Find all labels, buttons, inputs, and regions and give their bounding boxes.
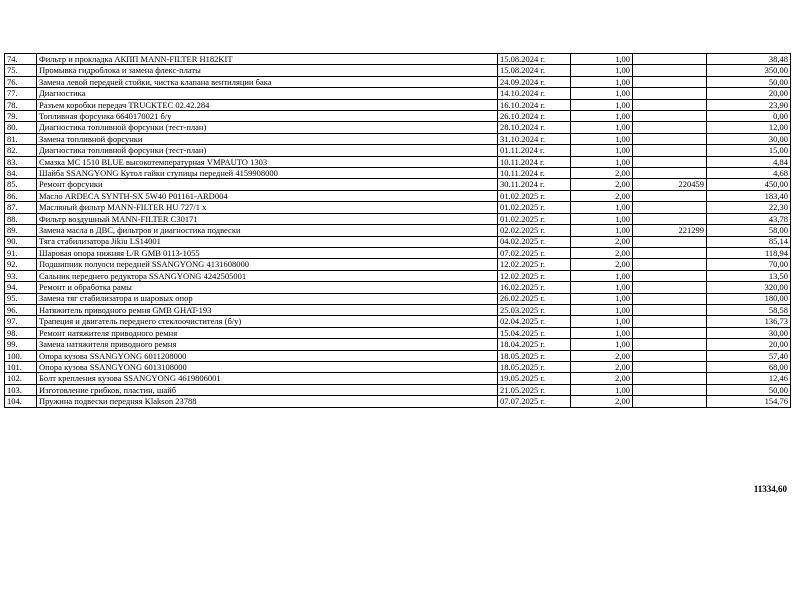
item-amount: 85,14 (707, 236, 791, 247)
item-date: 16.02.2025 г. (498, 282, 571, 293)
table-row (5, 361, 791, 372)
item-description: Диагностика топливной форсунки (тест-план) (37, 145, 498, 156)
row-number: 90. (5, 236, 37, 247)
item-amount: 70,00 (707, 259, 791, 270)
row-number: 75. (5, 65, 37, 76)
item-reference (633, 145, 707, 156)
row-number: 104. (5, 396, 37, 407)
item-amount: 350,00 (707, 65, 791, 76)
item-quantity: 1,00 (571, 293, 633, 304)
item-date: 12.02.2025 г. (498, 270, 571, 281)
item-amount: 136,73 (707, 316, 791, 327)
item-reference (633, 396, 707, 407)
item-reference: 220459 (633, 179, 707, 190)
item-amount: 20,00 (707, 88, 791, 99)
item-quantity: 1,00 (571, 213, 633, 224)
item-date: 26.02.2025 г. (498, 293, 571, 304)
item-description: Фильтр воздушный MANN-FILTER C30171 (37, 213, 498, 224)
item-description: Ремонт и обработка рамы (37, 282, 498, 293)
row-number: 84. (5, 168, 37, 179)
item-quantity: 1,00 (571, 54, 633, 65)
table-row (5, 54, 791, 65)
item-date: 19.05.2025 г. (498, 373, 571, 384)
table-row (5, 213, 791, 224)
item-reference (633, 156, 707, 167)
item-quantity: 1,00 (571, 122, 633, 133)
item-quantity: 1,00 (571, 225, 633, 236)
item-description: Сальник переднего редуктора SSANGYONG 4242505001 (37, 270, 498, 281)
item-quantity: 1,00 (571, 88, 633, 99)
item-reference (633, 304, 707, 315)
item-amount: 30,00 (707, 133, 791, 144)
item-description: Ремонт форсунки (37, 179, 498, 190)
item-description: Масляный фильтр MANN-FILTER HU 727/1 x (37, 202, 498, 213)
item-quantity: 2,00 (571, 179, 633, 190)
row-number: 81. (5, 133, 37, 144)
item-date: 04.02.2025 г. (498, 236, 571, 247)
item-quantity: 1,00 (571, 111, 633, 122)
item-reference (633, 350, 707, 361)
table-row (5, 247, 791, 258)
item-amount: 68,00 (707, 361, 791, 372)
item-quantity: 1,00 (571, 65, 633, 76)
item-reference (633, 168, 707, 179)
item-date: 02.04.2025 г. (498, 316, 571, 327)
item-description: Разъем коробки передач TRUCKTEC 02.42.284 (37, 99, 498, 110)
item-reference (633, 213, 707, 224)
item-description: Замена левой передней стойки, чистка клапана вентиляции бака (37, 76, 498, 87)
item-amount: 0,00 (707, 111, 791, 122)
item-quantity: 1,00 (571, 384, 633, 395)
item-date: 18.05.2025 г. (498, 361, 571, 372)
item-date: 15.08.2024 г. (498, 54, 571, 65)
item-amount: 50,00 (707, 76, 791, 87)
row-number: 92. (5, 259, 37, 270)
item-description: Болт крепления кузова SSANGYONG 4619806001 (37, 373, 498, 384)
item-reference (633, 236, 707, 247)
row-number: 100. (5, 350, 37, 361)
item-quantity: 1,00 (571, 316, 633, 327)
table-row (5, 384, 791, 395)
item-quantity: 1,00 (571, 327, 633, 338)
item-date: 26.10.2024 г. (498, 111, 571, 122)
item-reference (633, 293, 707, 304)
item-quantity: 2,00 (571, 247, 633, 258)
row-number: 76. (5, 76, 37, 87)
row-number: 101. (5, 361, 37, 372)
item-date: 30.11.2024 г. (498, 179, 571, 190)
item-description: Топливная форсунка 6640170021 б/у (37, 111, 498, 122)
row-number: 93. (5, 270, 37, 281)
item-date: 25.03.2025 г. (498, 304, 571, 315)
expense-table (4, 53, 791, 408)
table-row (5, 225, 791, 236)
item-quantity: 2,00 (571, 259, 633, 270)
item-amount: 22,30 (707, 202, 791, 213)
item-date: 16.10.2024 г. (498, 99, 571, 110)
table-row (5, 88, 791, 99)
table-row (5, 339, 791, 350)
item-quantity: 2,00 (571, 361, 633, 372)
item-date: 07.02.2025 г. (498, 247, 571, 258)
item-quantity: 1,00 (571, 202, 633, 213)
row-number: 94. (5, 282, 37, 293)
row-number: 85. (5, 179, 37, 190)
row-number: 102. (5, 373, 37, 384)
item-amount: 57,40 (707, 350, 791, 361)
item-description: Пружина подвески передняя Klakson 23788 (37, 396, 498, 407)
table-row (5, 99, 791, 110)
row-number: 77. (5, 88, 37, 99)
item-date: 24.09.2024 г. (498, 76, 571, 87)
item-amount: 38,48 (707, 54, 791, 65)
item-amount: 118,94 (707, 247, 791, 258)
item-date: 07.07.2025 г. (498, 396, 571, 407)
item-date: 28.10.2024 г. (498, 122, 571, 133)
item-description: Натяжитель приводного ремня GMB GHAT-193 (37, 304, 498, 315)
item-description: Изготовление грибков, пластин, шайб (37, 384, 498, 395)
item-reference (633, 282, 707, 293)
table-row (5, 133, 791, 144)
item-description: Трапеция и двигатель переднего стеклоочистителя (б/у) (37, 316, 498, 327)
item-amount: 320,00 (707, 282, 791, 293)
item-quantity: 2,00 (571, 396, 633, 407)
item-description: Диагностика топливной форсунки (тест-план) (37, 122, 498, 133)
item-date: 18.05.2025 г. (498, 350, 571, 361)
item-quantity: 1,00 (571, 282, 633, 293)
item-date: 31.10.2024 г. (498, 133, 571, 144)
row-number: 80. (5, 122, 37, 133)
item-description: Шаровая опора нижняя L/R GMB 0113-1055 (37, 247, 498, 258)
table-row (5, 350, 791, 361)
item-reference (633, 247, 707, 258)
item-quantity: 1,00 (571, 99, 633, 110)
row-number: 91. (5, 247, 37, 258)
item-amount: 20,00 (707, 339, 791, 350)
item-reference (633, 76, 707, 87)
item-quantity: 1,00 (571, 133, 633, 144)
row-number: 96. (5, 304, 37, 315)
item-amount: 12,00 (707, 122, 791, 133)
item-amount: 154,76 (707, 396, 791, 407)
item-amount: 43,78 (707, 213, 791, 224)
item-quantity: 2,00 (571, 168, 633, 179)
item-description: Замена масла в ДВС, фильтров и диагностика подвески (37, 225, 498, 236)
item-reference (633, 259, 707, 270)
item-reference (633, 361, 707, 372)
item-quantity: 1,00 (571, 156, 633, 167)
item-description: Фильтр и прокладка АКПП MANN-FILTER H182KIT (37, 54, 498, 65)
item-amount: 30,00 (707, 327, 791, 338)
item-amount: 58,00 (707, 225, 791, 236)
row-number: 95. (5, 293, 37, 304)
item-amount: 180,00 (707, 293, 791, 304)
item-date: 15.04.2025 г. (498, 327, 571, 338)
item-reference (633, 54, 707, 65)
table-row (5, 236, 791, 247)
item-date: 02.02.2025 г. (498, 225, 571, 236)
item-amount: 15,00 (707, 145, 791, 156)
table-row (5, 65, 791, 76)
table-row (5, 282, 791, 293)
item-description: Промывка гидроблока и замена флекс-платы (37, 65, 498, 76)
item-date: 10.11.2024 г. (498, 168, 571, 179)
item-reference (633, 202, 707, 213)
item-amount: 50,00 (707, 384, 791, 395)
row-number: 103. (5, 384, 37, 395)
item-quantity: 1,00 (571, 339, 633, 350)
item-amount: 58,58 (707, 304, 791, 315)
item-quantity: 2,00 (571, 236, 633, 247)
item-reference (633, 384, 707, 395)
table-row (5, 202, 791, 213)
table-row (5, 373, 791, 384)
item-reference (633, 339, 707, 350)
item-quantity: 2,00 (571, 190, 633, 201)
row-number: 78. (5, 99, 37, 110)
item-description: Опора кузова SSANGYONG 6013108000 (37, 361, 498, 372)
row-number: 89. (5, 225, 37, 236)
table-row (5, 145, 791, 156)
row-number: 88. (5, 213, 37, 224)
item-quantity: 1,00 (571, 304, 633, 315)
row-number: 86. (5, 190, 37, 201)
item-date: 01.02.2025 г. (498, 190, 571, 201)
item-reference (633, 316, 707, 327)
item-quantity: 1,00 (571, 270, 633, 281)
table-row (5, 293, 791, 304)
item-reference (633, 88, 707, 99)
item-amount: 183,40 (707, 190, 791, 201)
row-number: 98. (5, 327, 37, 338)
item-description: Диагностика (37, 88, 498, 99)
table-row (5, 111, 791, 122)
item-description: Опора кузова SSANGYONG 6011208000 (37, 350, 498, 361)
item-reference (633, 111, 707, 122)
item-date: 12.02.2025 г. (498, 259, 571, 270)
item-date: 01.02.2025 г. (498, 213, 571, 224)
item-date: 14.10.2024 г. (498, 88, 571, 99)
item-quantity: 2,00 (571, 350, 633, 361)
item-description: Замена натяжителя приводного ремня (37, 339, 498, 350)
item-date: 21.05.2025 г. (498, 384, 571, 395)
item-reference (633, 270, 707, 281)
table-row (5, 190, 791, 201)
table-row (5, 270, 791, 281)
item-amount: 4,84 (707, 156, 791, 167)
item-quantity: 1,00 (571, 76, 633, 87)
item-date: 01.02.2025 г. (498, 202, 571, 213)
row-number: 83. (5, 156, 37, 167)
item-reference (633, 373, 707, 384)
item-date: 15.08.2024 г. (498, 65, 571, 76)
item-amount: 13,50 (707, 270, 791, 281)
table-row (5, 316, 791, 327)
item-reference (633, 122, 707, 133)
item-reference (633, 99, 707, 110)
row-number: 74. (5, 54, 37, 65)
table-row (5, 168, 791, 179)
table-row (5, 76, 791, 87)
table-row (5, 327, 791, 338)
item-amount: 12,46 (707, 373, 791, 384)
item-description: Тяга стабилизатора Jikiu LS14001 (37, 236, 498, 247)
item-amount: 4,68 (707, 168, 791, 179)
item-amount: 450,00 (707, 179, 791, 190)
row-number: 99. (5, 339, 37, 350)
row-number: 79. (5, 111, 37, 122)
table-row (5, 396, 791, 407)
item-reference: 221299 (633, 225, 707, 236)
item-date: 01.11.2024 г. (498, 145, 571, 156)
item-description: Ремонт натяжителя приводного ремня (37, 327, 498, 338)
item-description: Замена тяг стабилизатора и шаровых опор (37, 293, 498, 304)
item-reference (633, 65, 707, 76)
item-description: Замена топливной форсунки (37, 133, 498, 144)
item-date: 10.11.2024 г. (498, 156, 571, 167)
table-row (5, 179, 791, 190)
item-quantity: 1,00 (571, 145, 633, 156)
table-row (5, 304, 791, 315)
row-number: 87. (5, 202, 37, 213)
item-reference (633, 133, 707, 144)
table-row (5, 259, 791, 270)
grand-total: 11334,60 (753, 484, 787, 494)
item-reference (633, 327, 707, 338)
item-date: 18.04.2025 г. (498, 339, 571, 350)
table-row (5, 122, 791, 133)
item-quantity: 2,00 (571, 373, 633, 384)
item-description: Подшипник полуоси передней SSANGYONG 4131608000 (37, 259, 498, 270)
item-description: Шайба SSANGYONG Кутол гайки ступицы передней 4159908000 (37, 168, 498, 179)
table-body (5, 54, 791, 408)
row-number: 82. (5, 145, 37, 156)
item-amount: 23,90 (707, 99, 791, 110)
item-description: Масло ARDECA SYNTH-SX 5W40 P01161-ARD004 (37, 190, 498, 201)
table-row (5, 156, 791, 167)
row-number: 97. (5, 316, 37, 327)
item-reference (633, 190, 707, 201)
item-description: Смазка МС 1510 BLUE высокотемпературная VMPAUTO 1303 (37, 156, 498, 167)
